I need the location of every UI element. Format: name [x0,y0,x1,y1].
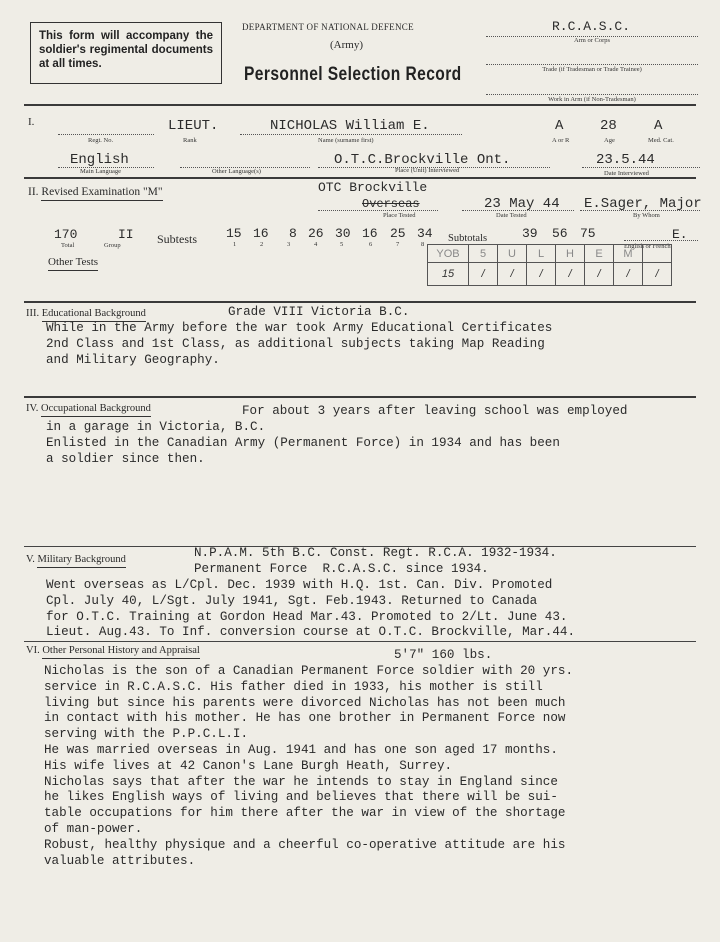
name-value: NICHOLAS William E. [270,118,430,134]
subtest-8-value: 34 [417,226,433,241]
rank-label: Rank [183,137,197,144]
text-line: of man-power. [44,821,143,836]
stamp-header: U [498,245,527,263]
subtotal-1-value: 39 [522,226,538,241]
med-cat-value: A [654,118,663,134]
section-1-number: I. [28,116,35,128]
english-or-french-value: E. [672,227,688,242]
divider [24,641,696,642]
subtest-7-number: 7 [396,241,400,248]
subtest-8-number: 8 [421,241,425,248]
a-or-r-label: A or R [552,137,570,144]
arm-or-corps-label: Arm or Corps [573,37,611,44]
total-label: Total [61,242,75,249]
text-line: a soldier since then. [46,451,205,466]
section-6-number: VI. [26,645,40,656]
total-value: 170 [54,227,78,242]
place-tested-struck: Overseas [362,197,420,211]
main-language-value: English [70,152,129,168]
subtest-1-number: 1 [233,241,237,248]
text-line: table occupations for him there after the war in view of the shortage [44,806,566,821]
text-line: 2nd Class and 1st Class, as additional subjects taking Map Reading [46,336,545,351]
text-line: and Military Geography. [46,352,220,367]
text-line: he likes English ways of living and believes that there will be sui- [44,790,558,805]
section-5-heading: Military Background [37,554,125,568]
text-line: for O.T.C. Training at Gordon Head Mar.43. Promoted to 2/Lt. June 43. [46,609,568,624]
group-value: II [118,227,134,242]
form-title: Personnel Selection Record [244,64,462,85]
stamp-mark: / [469,263,498,286]
section-3-header [26,308,146,319]
section-2-header [28,186,163,198]
subtests-label: Subtests [157,232,198,246]
text-line: He was married overseas in Aug. 1941 and has one son aged 17 months. [44,742,558,757]
section-3-number: III. [26,308,40,319]
text-line: N.P.A.M. 5th B.C. Const. Regt. R.C.A. 1932-1934. [194,546,557,560]
text-line: Permanent Force R.C.A.S.C. since 1934. [194,561,489,576]
stamp-header: M [614,245,643,263]
subtest-7-value: 25 [390,226,406,241]
text-line: His wife lives at 42 Canon's Lane Burgh Heath, Surrey. [44,758,453,773]
work-in-arm-field [486,80,698,95]
main-language-label: Main Language [80,168,121,175]
subtest-6-number: 6 [369,241,373,248]
group-label: Group [104,242,121,249]
divider [24,301,696,303]
date-tested-value: 23 May 44 [484,196,560,212]
branch-name: (Army) [330,39,363,51]
military-body [46,578,575,641]
divider [24,104,696,106]
section-2-heading: Revised Examination "M" [41,186,162,201]
stamp-header: 5 [469,245,498,263]
height-weight: 5'7" 160 lbs. [394,648,493,662]
med-cat-label: Med. Cat. [648,137,674,144]
stamp-header: E [585,245,614,263]
stamp-mark: / [527,263,556,286]
appraisal-body [44,664,573,869]
text-line: Nicholas is the son of a Canadian Permanent Force soldier with 20 yrs. [44,664,574,678]
text-line: in contact with his mother. He has one brother in Permanent Force now [44,711,566,726]
military-first-lines [194,546,557,578]
subtest-2-value: 16 [253,226,269,241]
text-line: valuable attributes. [44,853,196,868]
education-body [46,321,552,368]
subtest-5-value: 30 [335,226,351,241]
section-3-heading: Educational Background [42,308,146,322]
department-name: DEPARTMENT OF NATIONAL DEFENCE [242,22,414,32]
date-interviewed-label: Date Interviewed [604,170,649,177]
subtotal-2-value: 56 [552,226,568,241]
education-first-line: Grade VIII Victoria B.C. [228,305,410,319]
test-stamp-grid [427,244,672,286]
work-in-arm-label: Work in Arm (if Non-Tradesman) [548,96,636,103]
subtest-1-value: 15 [226,226,242,241]
other-languages-label: Other Language(s) [212,168,261,175]
trade-field [486,50,698,65]
regt-no-field [58,122,154,135]
section-4-header [26,403,151,414]
section-6-header [26,645,200,656]
stamp-mark: / [614,263,643,286]
subtest-6-value: 16 [362,226,378,241]
divider [24,177,696,179]
subtest-2-number: 2 [260,241,264,248]
subtest-5-number: 5 [340,241,344,248]
by-whom-label: By Whom [633,212,660,219]
age-value: 28 [600,118,617,134]
text-line: Went overseas as L/Cpl. Dec. 1939 with H.Q. 1st. Can. Div. Promoted [46,578,553,592]
english-or-french-label: English or French [624,243,671,250]
subtotal-3-value: 75 [580,226,596,241]
regt-no-label: Regt. No. [88,137,114,144]
place-tested-label: Place Tested [383,212,416,219]
other-tests-heading: Other Tests [48,256,98,271]
occupation-first-line: For about 3 years after leaving school was employed [242,404,628,418]
stamp-header [643,245,672,263]
notice-box: This form will accompany the soldier's regimental documents at all times. [30,22,222,84]
subtest-4-number: 4 [314,241,318,248]
date-tested-label: Date Tested [496,212,527,219]
stamp-header: YOB [428,245,469,263]
place-interviewed-value: O.T.C.Brockville Ont. [334,152,511,168]
text-line: service in R.C.A.S.C. His father died in 1933, his mother is still [44,679,543,694]
stamp-mark: / [498,263,527,286]
occupation-body [46,420,560,467]
text-line: Enlisted in the Canadian Army (Permanent Force) in 1934 and has been [46,435,560,450]
place-tested-field [318,210,438,211]
other-tests-label [48,256,98,268]
text-line: living but since his parents were divorced Nicholas has not been much [44,695,566,710]
arm-or-corps-value: R.C.A.S.C. [552,19,631,34]
section-5-header [26,554,126,565]
age-label: Age [604,137,615,144]
place-interviewed-label: Place (Unit) Interviewed [395,167,460,174]
text-line: Robust, healthy physique and a cheerful co-operative attitude are his [44,837,566,852]
divider [24,396,696,398]
section-2-number: II. [28,186,39,198]
text-line: in a garage in Victoria, B.C. [46,420,266,434]
subtotals-label: Subtotals [448,233,488,244]
subtest-4-value: 26 [308,226,324,241]
trade-label: Trade (if Tradesman or Trade Trainee) [542,66,642,73]
stamp-mark: / [556,263,585,286]
arm-or-corps-field [486,19,698,37]
place-tested-typed: OTC Brockville [318,180,428,195]
other-languages-field [180,155,310,168]
by-whom-value: E.Sager, Major [584,196,702,212]
section-5-number: V. [26,554,35,565]
section-4-heading: Occupational Background [41,403,151,417]
subtest-3-value: 8 [289,226,297,241]
a-or-r-value: A [555,118,564,134]
section-6-heading: Other Personal History and Appraisal [42,645,199,659]
text-line: Cpl. July 40, L/Sgt. July 1941, Sgt. Feb.1943. Returned to Canada [46,593,538,608]
stamp-mark: / [585,263,614,286]
text-line: Nicholas says that after the war he intends to stay in England since [44,774,558,789]
section-4-number: IV. [26,403,39,414]
stamp-mark: / [643,263,672,286]
text-line: Lieut. Aug.43. To Inf. conversion course at O.T.C. Brockville, Mar.44. [46,625,576,640]
date-interviewed-value: 23.5.44 [596,152,655,168]
name-label: Name (surname first) [318,137,374,144]
stamp-header: H [556,245,585,263]
text-line: serving with the P.P.C.L.I. [44,727,249,742]
text-line: While in the Army before the war took Army Educational Certificates [46,321,553,335]
subtest-3-number: 3 [287,241,291,248]
stamp-mark: 15 [428,263,469,286]
stamp-header: L [527,245,556,263]
rank-value: LIEUT. [168,118,219,134]
